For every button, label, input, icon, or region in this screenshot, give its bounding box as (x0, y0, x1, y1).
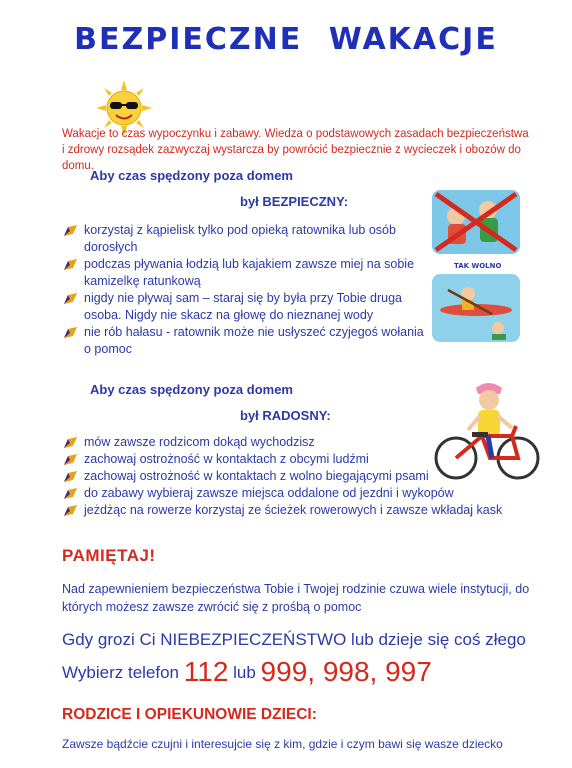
pencil-bullet-icon (64, 225, 77, 236)
pencil-bullet-icon (64, 327, 77, 338)
parents-text: Zawsze bądźcie czujni i interesujcie się z kim, gdzie i czym bawi się wasze dziecko (62, 737, 503, 751)
pencil-bullet-icon (64, 505, 77, 516)
danger-text: Gdy grozi Ci NIEBEZPIECZEŃSTWO lub dzieje się coś złego (62, 630, 526, 649)
list-item: nigdy nie pływaj sam – staraj się by była przy Tobie druga osoba. Nigdy nie skacz na głowę do nieznanej wody (62, 290, 428, 324)
list-item: korzystaj z kąpielisk tylko pod opieką ratownika lub osób dorosłych (62, 222, 428, 256)
child-on-bicycle-illustration (432, 378, 540, 486)
list-item: do zabawy wybieraj zawsze miejsca oddalone od jezdni i wykopów (62, 485, 522, 502)
intro-text: Wakacje to czas wypoczynku i zabawy. Wiedza o podstawowych zasadach bezpieczeństwa i zdrowy rozsądek zazwyczaj wystarcza by powrócić bezpiecznie z wycieczek i obozów do domu. (62, 128, 529, 172)
list-item: zachowaj ostrożność w kontaktach z obcymi ludźmi (62, 451, 522, 468)
pencil-bullet-icon (64, 471, 77, 482)
reminder-title: PAMIĘTAJ! (62, 546, 156, 565)
swimming-prohibition-and-kayak-illustration (428, 186, 528, 346)
emergency-phone-line (62, 656, 432, 688)
image1-caption: TAK WOLNO (454, 262, 502, 270)
list-item: mów zawsze rodzicom dokąd wychodzisz (62, 434, 522, 451)
pencil-bullet-icon (64, 259, 77, 270)
page-title: BEZPIECZNE WAKACJE (74, 22, 498, 57)
list-item: zachowaj ostrożność w kontaktach z wolno biegającymi psami (62, 468, 522, 485)
institutions-text: Nad zapewnieniem bezpieczeństwa Tobie i Twojej rodzinie czuwa wiele instytucji, do których możesz zawsze zwrócić się z prośbą o pomoc (62, 582, 530, 614)
pencil-bullet-icon (64, 293, 77, 304)
section1-heading-line1: Aby czas spędzony poza domem (90, 168, 293, 183)
pencil-bullet-icon (64, 454, 77, 465)
section1-heading-line2: był BEZPIECZNY: (240, 194, 349, 209)
section2-heading-line1: Aby czas spędzony poza domem (90, 382, 293, 397)
phone-other-numbers: 999, 998, 997 (260, 656, 432, 687)
list-item: jeżdżąc na rowerze korzystaj ze ścieżek rowerowych i zawsze wkładaj kask (62, 502, 522, 519)
safe-rules-list (62, 222, 428, 358)
list-item: nie rób hałasu - ratownik może nie usłyszeć czyjegoś wołania o pomoc (62, 324, 428, 358)
parents-title: RODZICE I OPIEKUNOWIE DZIECI: (62, 706, 317, 723)
pencil-bullet-icon (64, 488, 77, 499)
list-item: podczas pływania łodzią lub kajakiem zawsze miej na sobie kamizelkę ratunkową (62, 256, 428, 290)
section2-heading-line2: był RADOSNY: (240, 408, 331, 423)
phone-112: 112 (183, 656, 229, 687)
phone-prefix: Wybierz telefon (62, 663, 180, 682)
phone-or: lub (233, 663, 256, 682)
pencil-bullet-icon (64, 437, 77, 448)
